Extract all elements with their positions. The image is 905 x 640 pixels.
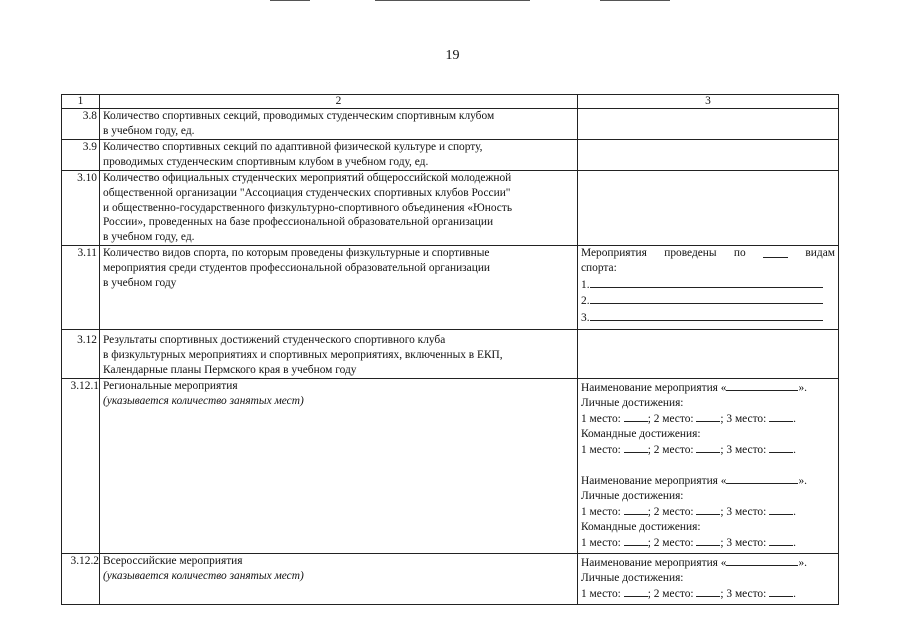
row-description [100,171,578,246]
sport-item [581,292,835,309]
row-title: Региональные мероприятия [103,380,238,393]
place-3-blank[interactable] [769,585,793,597]
places-line [581,534,835,551]
description-line: проводимых студенческим спортивным клубом в учебном году, ед. [103,155,429,168]
place-1-blank[interactable] [624,441,648,453]
row-title: Всероссийские мероприятия [103,555,243,568]
place-3-label: ; 3 место: [720,537,767,550]
sport-item-number: 2. [581,295,590,308]
row-value-cell[interactable] [578,330,839,379]
row-description [100,109,578,140]
row-number: 3.10 [62,171,100,246]
place-1-label: 1 место: [581,506,621,519]
description-line: в учебном году, ед. [103,230,195,243]
top-rule-1 [270,0,310,1]
description-line: общественной организации "Ассоциация студенческих спортивных клубов России" [103,186,511,199]
results-form-cell [578,554,839,605]
description-line: Результаты спортивных достижений студенческого спортивного клуба [103,334,446,347]
header-col-1: 1 [62,95,100,109]
table-row [62,171,839,246]
event-name-label: Наименование мероприятия « [581,382,727,395]
place-1-blank[interactable] [624,534,648,546]
top-rule-3 [600,0,670,1]
row-number: 3.11 [62,246,100,330]
team-label: Командные достижения: [581,427,701,440]
sports-answer-cell [578,246,839,330]
row-value-cell[interactable] [578,140,839,171]
place-2-blank[interactable] [696,410,720,422]
place-2-blank[interactable] [696,534,720,546]
place-3-label: ; 3 место: [720,506,767,519]
place-2-label: ; 2 место: [647,444,694,457]
row-number: 3.12.1 [62,379,100,554]
event-name-suffix: ». [798,475,807,488]
event-name-label: Наименование мероприятия « [581,475,727,488]
sports-count-line [581,246,835,261]
line-end: . [793,506,796,519]
table-row [62,554,839,605]
spacer [581,458,835,472]
event-name-suffix: ». [798,382,807,395]
place-2-blank[interactable] [696,441,720,453]
place-1-label: 1 место: [581,444,621,457]
description-line: Количество официальных студенческих мероприятий общероссийской молодежной [103,172,512,185]
row-number: 3.8 [62,109,100,140]
place-1-blank[interactable] [624,585,648,597]
place-2-blank[interactable] [696,503,720,515]
event-name-blank[interactable] [726,379,798,391]
table-row [62,330,839,379]
place-2-blank[interactable] [696,585,720,597]
sport-item-blank[interactable] [590,309,823,321]
place-3-label: ; 3 место: [720,444,767,457]
place-2-label: ; 2 место: [647,413,694,426]
place-3-blank[interactable] [769,503,793,515]
sport-item-number: 3. [581,311,590,324]
sport-item [581,309,835,326]
place-3-blank[interactable] [769,441,793,453]
description-line: Количество видов спорта, по которым проведены физкультурные и спортивные [103,247,490,260]
row-number: 3.12.2 [62,554,100,605]
sport-item-blank[interactable] [590,276,823,288]
place-2-label: ; 2 место: [647,537,694,550]
sport-item-number: 1. [581,278,590,291]
description-line: в физкультурных мероприятиях и спортивных мероприятиях, включенных в ЕКП, [103,348,503,361]
row-value-cell[interactable] [578,171,839,246]
description-line: Календарные планы Пермского края в учебном году [103,363,357,376]
table-row [62,246,839,330]
line-end: . [793,588,796,601]
row-note: (указывается количество занятых мест) [103,569,304,582]
sport-item [581,276,835,293]
place-1-label: 1 место: [581,413,621,426]
places-line [581,503,835,520]
event-name-suffix: ». [798,557,807,570]
place-3-label: ; 3 место: [720,588,767,601]
description-line: России», проведенных на базе профессиональной образовательной организации [103,216,494,229]
header-col-3: 3 [578,95,839,109]
description-line: мероприятия среди студентов профессиональной образовательной организации [103,261,491,274]
place-2-label: ; 2 место: [647,506,694,519]
place-3-label: ; 3 место: [720,413,767,426]
line-end: . [793,413,796,426]
answer-word: Мероприятия [581,247,647,260]
personal-label: Личные достижения: [581,571,684,584]
place-1-blank[interactable] [624,503,648,515]
table-row [62,379,839,554]
place-1-blank[interactable] [624,410,648,422]
personal-label: Личные достижения: [581,396,684,409]
event-name-label: Наименование мероприятия « [581,557,727,570]
line-end: . [793,537,796,550]
row-note: (указывается количество занятых мест) [103,394,304,407]
row-number: 3.12 [62,330,100,379]
places-line [581,585,835,602]
answer-word: видам [805,247,835,260]
answer-word: проведены [664,247,717,260]
team-label: Командные достижения: [581,520,701,533]
row-description [100,330,578,379]
sport-item-blank[interactable] [590,292,823,304]
line-end: . [793,444,796,457]
answer-line: спорта: [581,261,617,274]
personal-label: Личные достижения: [581,489,684,502]
row-description [100,140,578,171]
places-line [581,410,835,427]
event-name-line [581,472,835,489]
event-name-blank[interactable] [726,554,798,566]
places-line [581,441,835,458]
row-description [100,554,578,605]
row-value-cell[interactable] [578,109,839,140]
row-number: 3.9 [62,140,100,171]
description-line: в учебном году, ед. [103,124,195,137]
answer-word: по [733,247,746,260]
row-description [100,246,578,330]
description-line: Количество спортивных секций, проводимых студенческим спортивным клубом [103,110,495,122]
event-name-line [581,554,835,571]
results-form-cell [578,379,839,554]
event-name-blank[interactable] [726,472,798,484]
event-name-line [581,379,835,396]
place-2-label: ; 2 место: [647,588,694,601]
row-description [100,379,578,554]
place-1-label: 1 место: [581,537,621,550]
description-line: и общественно-государственного физкультурно-спортивного объединения «Юность [103,201,513,214]
indicators-table [61,94,839,605]
top-rule-2 [375,0,530,1]
header-col-2: 2 [100,95,578,109]
description-line: Количество спортивных секций по адаптивной физической культуре и спорту, [103,141,483,154]
table-row [62,109,839,140]
description-line: в учебном году [103,276,177,289]
page-number: 19 [445,48,460,63]
place-3-blank[interactable] [769,534,793,546]
place-1-label: 1 место: [581,588,621,601]
table-header-row [62,95,839,109]
table-row [62,140,839,171]
place-3-blank[interactable] [769,410,793,422]
sports-count-blank[interactable] [763,246,788,258]
